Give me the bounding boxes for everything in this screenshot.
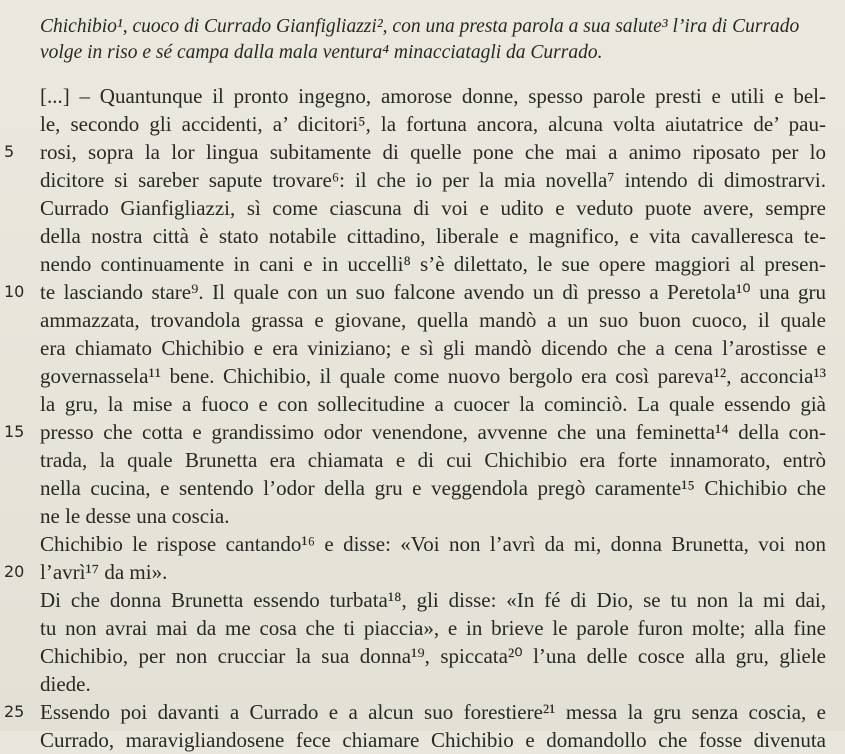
- line-number: 20: [4, 562, 25, 581]
- text-line: nendo continuamente in cani e in uccelli⁸ s’è dilettato, le sue opere maggiori al presen-: [40, 252, 826, 276]
- text-line: Currado, maravigliandosene fece chiamare Chichibio e domandollo che fosse divenuta: [40, 728, 826, 752]
- text-line: diede.: [40, 672, 91, 696]
- text-line: ne le desse una coscia.: [40, 504, 230, 528]
- text-line: tu non avrai mai da me cosa che ti piaccia», e in brieve le parole furon molte; alla fine: [40, 616, 826, 640]
- text-line: nella cucina, e sentendo l’odor della gru e veggendola pregò caramente¹⁵ Chichibio che: [40, 476, 826, 500]
- text-line: Chichibio, per non crucciar la sua donna¹⁹, spiccata²⁰ l’una delle cosce alla gru, gliele: [40, 644, 826, 668]
- text-line: governassela¹¹ bene. Chichibio, il quale come nuovo bergolo era così pareva¹², acconcia¹³: [40, 364, 826, 388]
- text-line: l’avrì¹⁷ da mi».: [40, 560, 168, 584]
- text-line: Currado Gianfigliazzi, sì come ciascuna di voi e udito e veduto puote avere, sempre: [40, 196, 826, 220]
- line-number: 10: [4, 282, 25, 301]
- text-line: ammazzata, trovandola grassa e giovane, quella mandò a un suo buon cuoco, il quale: [40, 308, 826, 332]
- text-line: della nostra città è stato notabile cittadino, liberale e magnifico, e vita cavalleresca te-: [40, 224, 826, 248]
- text-line: presso che cotta e grandissimo odor venendone, avvenne che una feminetta¹⁴ della con-: [40, 420, 826, 444]
- text-line: Chichibio le rispose cantando¹⁶ e disse: «Voi non l’avrì da mi, donna Brunetta, voi non: [40, 532, 826, 556]
- text-line: te lasciando stare⁹. Il quale con un suo falcone avendo un dì presso a Peretola¹⁰ una gru: [40, 280, 826, 304]
- text-line: trada, la quale Brunetta era chiamata e di cui Chichibio era forte innamorato, entrò: [40, 448, 826, 472]
- line-number: 25: [4, 702, 25, 721]
- text-line: la gru, la mise a fuoco e con sollecitudine a cuocer la cominciò. La quale essendo già: [40, 392, 826, 416]
- text-line: le, secondo gli accidenti, a’ dicitori⁵, la fortuna ancora, alcuna volta aiutatrice de’ pau-: [40, 112, 826, 136]
- story-summary: [40, 14, 830, 66]
- line-number: 5: [4, 142, 15, 161]
- text-line: [...] – Quantunque il pronto ingegno, amorose donne, spesso parole presti e utili e bel-: [40, 84, 826, 108]
- text-line: Di che donna Brunetta essendo turbata¹⁸, gli disse: «In fé di Dio, se tu non la mi dai,: [40, 588, 826, 612]
- line-number: 15: [4, 422, 25, 441]
- text-line: era chiamato Chichibio e era viniziano; e sì gli mandò dicendo che a cena l’arostisse e: [40, 336, 826, 360]
- text-line: rosi, sopra la lor lingua subitamente di quelle pone che mai a animo riposato per lo: [40, 140, 826, 164]
- text-line: dicitore si sareber sapute trovare⁶: il che io per la mia novella⁷ intendo di dimostrarvi.: [40, 168, 826, 192]
- text-line: Essendo poi davanti a Currado e a alcun suo forestiere²¹ messa la gru senza coscia, e: [40, 700, 826, 724]
- summary-line-1: Chichibio¹, cuoco di Currado Gianfigliazzi², con una presta parola a sua salute³ l’ira di Currado: [40, 16, 800, 37]
- summary-line-2: volge in riso e sé campa dalla mala ventura⁴ minacciatagli da Currado.: [40, 42, 603, 63]
